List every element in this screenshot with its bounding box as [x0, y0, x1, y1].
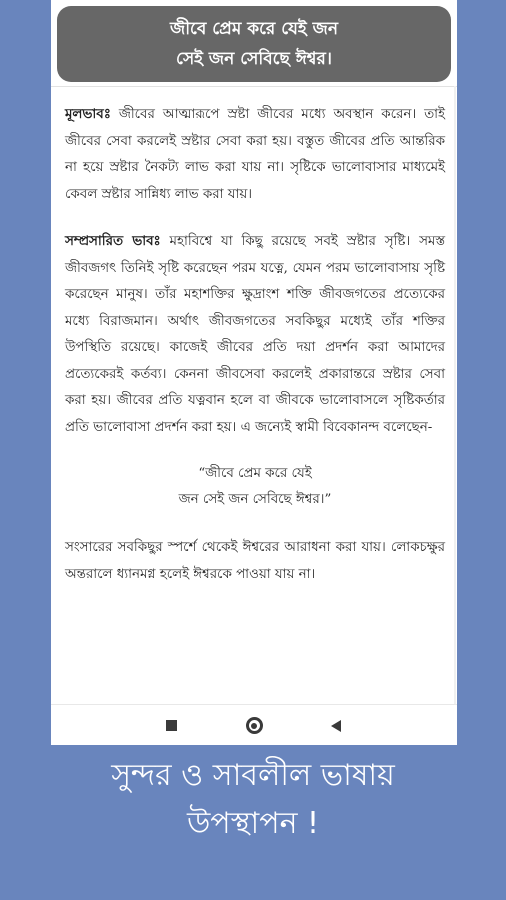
quote-line-2: জন সেই জন সেবিছে ঈশ্বর।”: [178, 492, 332, 507]
recents-button[interactable]: [146, 705, 196, 745]
title-card: [57, 6, 451, 82]
promo-caption: [0, 752, 506, 848]
back-button[interactable]: [311, 705, 361, 745]
closing-text: সংসারের সবকিছুর স্পর্শে থেকেই ঈশ্বরের আরাধনা করা যায়। লোকচক্ষুর অন্তরালে ধ্যানমগ্ন হলেই ঈশ্বরকে পাওয়া যায় না।: [65, 540, 445, 582]
circle-icon: [246, 717, 263, 734]
home-button[interactable]: [229, 705, 279, 745]
article-body: [51, 87, 457, 588]
android-nav-bar: [51, 704, 457, 745]
expanded-label: সম্প্রসারিত ভাবঃ: [65, 233, 161, 249]
triangle-back-icon: [331, 720, 341, 732]
quote-block: [65, 461, 445, 513]
closing-paragraph: [65, 535, 445, 588]
title-line-2: সেই জন সেবিছে ঈশ্বর।: [176, 49, 332, 69]
scrollbar-track[interactable]: [454, 86, 456, 704]
square-icon: [166, 720, 177, 731]
expanded-text: মহাবিশ্বে যা কিছু রয়েছে সবই স্রষ্টার সৃষ্টি। সমস্ত জীবজগৎ তিনিই সৃষ্টি করেছেন পরম যত্নে, যেমন পরম ভালোবাসায় সৃষ্টি করেছেন মানুষ। তাঁর মহাশক্তির ক্ষুদ্রাংশ শক্তি জীবজগতের প্রত্যেকের মধ্যে বিরাজমান। অর্থাৎ জীবজগতের সবকিছুর মধ্যেই তাঁর শক্তির উপস্থিতি রয়েছে। কাজেই জীবের প্রতি দয়া প্রদর্শন করা আমাদের প্রত্যেকেরই কর্তব্য। কেননা জীবসেবা করলেই প্রকারান্তরে স্রষ্টার সেবা করা হয়। জীবের প্রতি যত্নবান হলে বা জীবকে ভালোবাসলে সৃষ্টিকর্তার প্রতি ভালোবাসা প্রদর্শন করা হয়। এ জন্যেই স্বামী বিবেকানন্দ বলেছেন-: [65, 234, 445, 435]
expanded-paragraph: [65, 228, 445, 441]
quote-line-1: “জীবে প্রেম করে যেই: [198, 466, 312, 481]
promo-line-2: উপস্থাপন !: [186, 806, 320, 841]
title-line-1: জীবে প্রেম করে যেই জন: [169, 19, 339, 39]
summary-paragraph: [65, 101, 445, 208]
phone-screen: [51, 0, 457, 745]
article-scroll-area[interactable]: [51, 86, 457, 705]
promo-line-1: সুন্দর ও সাবলীল ভাষায়: [111, 758, 395, 793]
summary-text: জীবের আত্মারূপে স্রষ্টা জীবের মধ্যে অবস্থান করেন। তাই জীবের সেবা করলেই স্রষ্টার সেবা করা হয়। বস্তুত জীবের প্রতি আন্তরিক না হয়ে স্রষ্টার নৈকট্য লাভ করা যায় না। সৃষ্টিকে ভালোবাসার মাধ্যমেই কেবল স্রষ্টার সান্নিধ্য লাভ করা যায়।: [65, 107, 445, 202]
summary-label: মূলভাবঃ: [65, 106, 111, 122]
